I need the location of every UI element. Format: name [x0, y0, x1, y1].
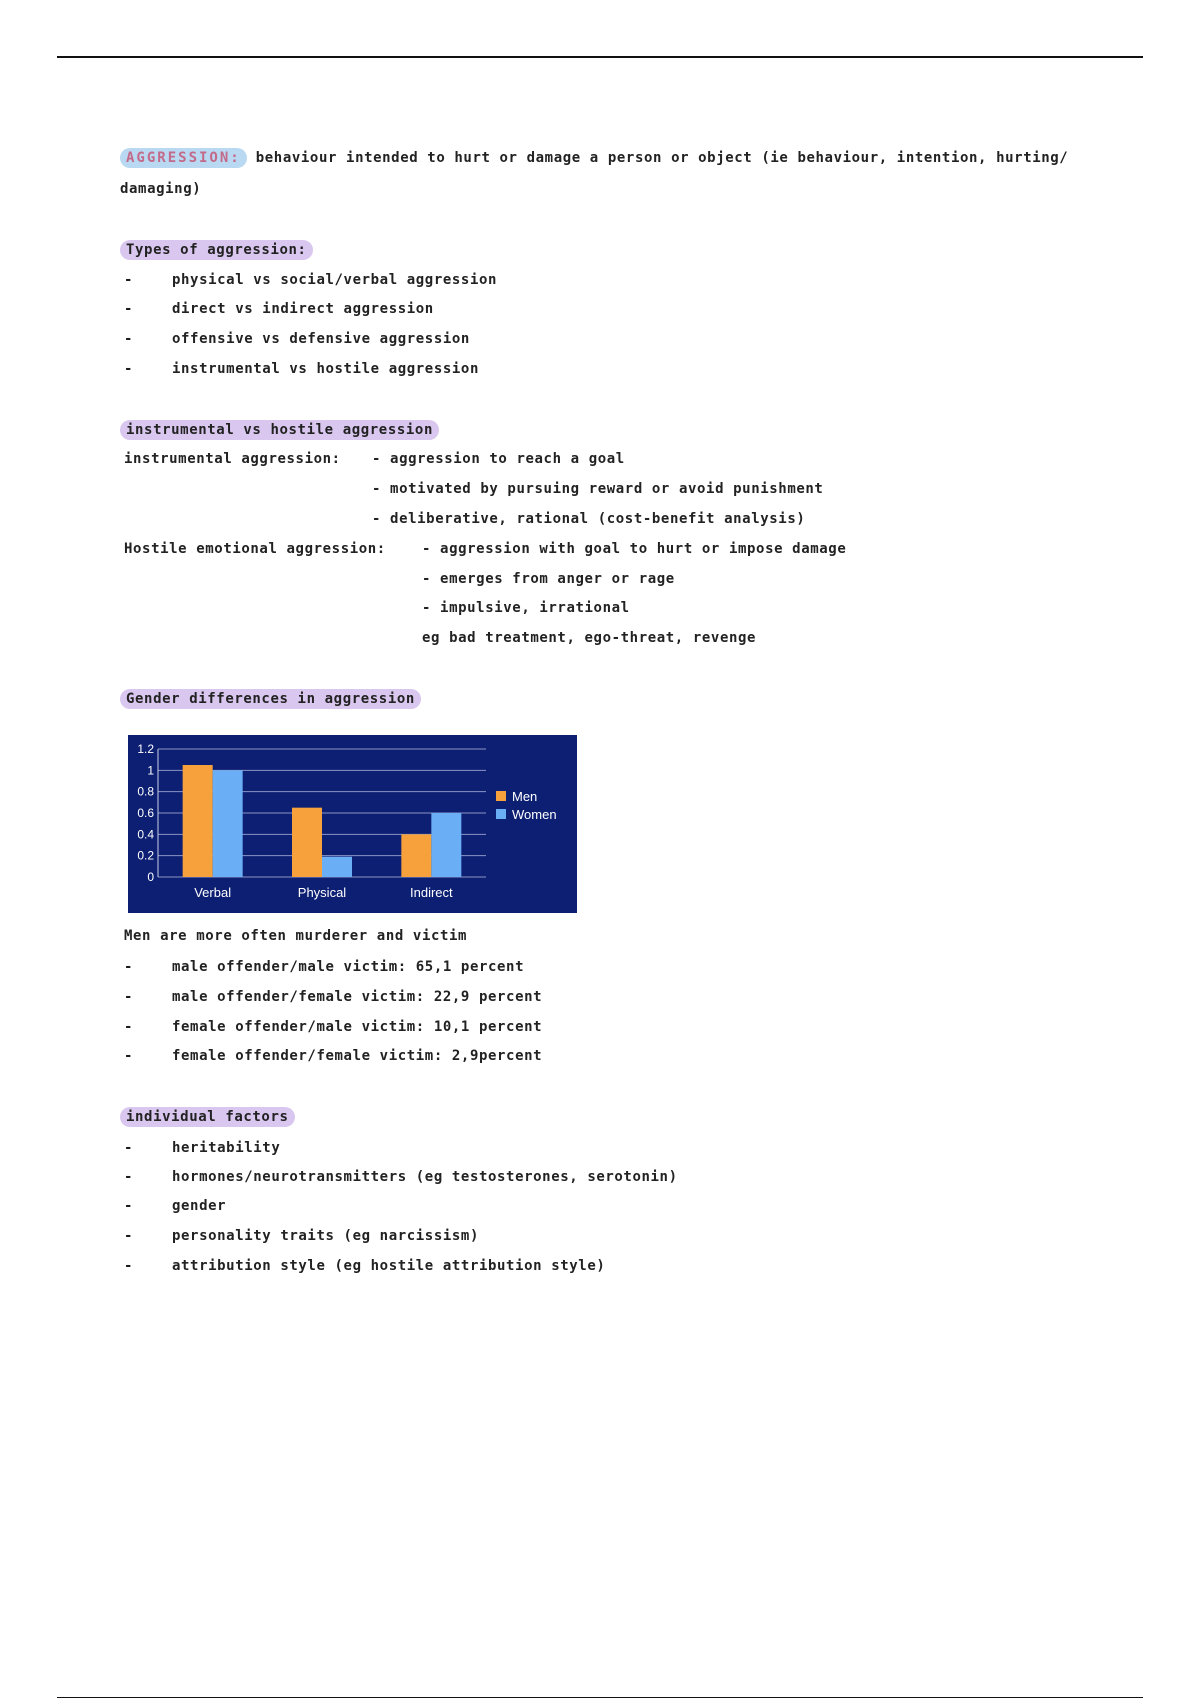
list-item: male offender/female victim: 22,9 percent: [172, 989, 543, 1005]
legend-swatch-men: [496, 791, 506, 801]
definition-text: behaviour intended to hurt or damage a person or object (ie behaviour, intention, hurting/: [255, 150, 1069, 166]
list-item: heritability: [172, 1140, 281, 1156]
y-tick-label: 1.2: [137, 742, 154, 756]
instrumental-point: - deliberative, rational (cost-benefit analysis): [372, 511, 806, 527]
individual-heading: [120, 1109, 295, 1125]
legend-swatch-women: [496, 809, 506, 819]
y-tick-label: 0.2: [137, 848, 154, 863]
list-item: female offender/male victim: 10,1 percent: [172, 1019, 543, 1035]
list-item: hormones/neurotransmitters (eg testosterones, serotonin): [172, 1169, 678, 1185]
definition-line-1: [120, 150, 1068, 166]
gender-intro: Men are more often murderer and victim: [124, 928, 468, 944]
types-heading-text: Types of aggression:: [120, 240, 313, 260]
hostile-point: - aggression with goal to hurt or impose damage: [422, 541, 847, 557]
y-tick-label: 0.6: [137, 806, 154, 820]
bar-men-physical: [292, 808, 322, 877]
hostile-label: Hostile emotional aggression:: [124, 541, 386, 557]
header-rule: [57, 56, 1143, 58]
list-bullet: -: [124, 989, 133, 1005]
y-tick-label: 0.4: [137, 827, 154, 842]
list-item: direct vs indirect aggression: [172, 301, 434, 317]
gender-heading: [120, 691, 421, 707]
instrumental-label: instrumental aggression:: [124, 451, 341, 467]
list-bullet: -: [124, 301, 133, 317]
hostile-point: - emerges from anger or rage: [422, 571, 675, 587]
list-bullet: -: [124, 1198, 133, 1214]
list-bullet: -: [124, 272, 133, 288]
list-bullet: -: [124, 331, 133, 347]
list-bullet: -: [124, 1258, 133, 1274]
list-item: male offender/male victim: 65,1 percent: [172, 959, 525, 975]
list-item: offensive vs defensive aggression: [172, 331, 470, 347]
instrumental-point: - motivated by pursuing reward or avoid punishment: [372, 481, 824, 497]
hostile-example: eg bad treatment, ego-threat, revenge: [422, 630, 757, 646]
list-item: female offender/female victim: 2,9percent: [172, 1048, 543, 1064]
bar-women-indirect: [431, 813, 461, 877]
hostile-point: - impulsive, irrational: [422, 600, 630, 616]
y-tick-label: 0.8: [137, 784, 154, 799]
y-tick-label: 1: [147, 763, 154, 778]
x-tick-label: Verbal: [194, 885, 232, 900]
footer-rule: [57, 1697, 1143, 1698]
bar-men-indirect: [401, 834, 431, 877]
instrumental-heading: [120, 422, 439, 438]
list-bullet: -: [124, 1228, 133, 1244]
list-bullet: -: [124, 1140, 133, 1156]
bar-men-verbal: [183, 765, 213, 877]
list-bullet: -: [124, 361, 133, 377]
x-tick-label: Physical: [297, 885, 347, 900]
list-item: personality traits (eg narcissism): [172, 1228, 479, 1244]
x-tick-label: Indirect: [410, 885, 453, 900]
list-item: attribution style (eg hostile attribution style): [172, 1258, 606, 1274]
individual-heading-text: individual factors: [120, 1107, 295, 1127]
bar-women-physical: [322, 857, 352, 877]
list-item: instrumental vs hostile aggression: [172, 361, 479, 377]
gender-aggression-chart: [128, 735, 577, 913]
legend-label-women: Women: [512, 807, 557, 822]
instrumental-point: - aggression to reach a goal: [372, 451, 625, 467]
list-item: gender: [172, 1198, 227, 1214]
list-bullet: -: [124, 1019, 133, 1035]
instrumental-heading-text: instrumental vs hostile aggression: [120, 420, 439, 440]
types-heading: [120, 242, 313, 258]
list-bullet: -: [124, 959, 133, 975]
definition-line-2: damaging): [120, 181, 202, 197]
gender-heading-text: Gender differences in aggression: [120, 689, 421, 709]
y-tick-label: 0: [147, 870, 154, 884]
list-item: physical vs social/verbal aggression: [172, 272, 498, 288]
legend-label-men: Men: [512, 789, 538, 804]
bar-women-verbal: [213, 770, 243, 877]
list-bullet: -: [124, 1169, 133, 1185]
list-bullet: -: [124, 1048, 133, 1064]
definition-term: AGGRESSION:: [120, 148, 247, 168]
